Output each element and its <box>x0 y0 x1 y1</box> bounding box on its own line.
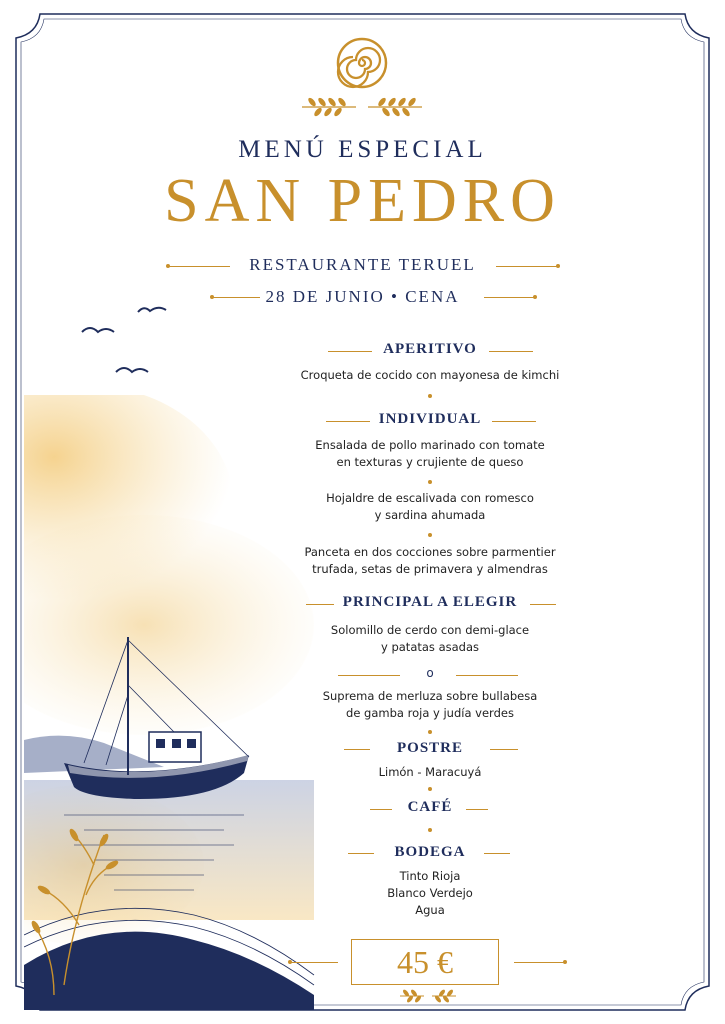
price-box: 45 € <box>351 939 499 985</box>
divider <box>514 962 564 963</box>
menu-item-line: Solomillo de cerdo con demi-glace <box>330 623 530 637</box>
divider-dot <box>288 960 292 964</box>
item-separator-dot <box>428 828 432 832</box>
menu-item <box>280 688 580 722</box>
section-aperitivo: APERITIVO <box>383 341 477 357</box>
menu-title: SAN PEDRO <box>164 167 561 235</box>
menu-item-line: de gamba roja y judía verdes <box>346 706 514 720</box>
menu-item: Croqueta de cocido con mayonesa de kimchi <box>300 368 560 382</box>
menu-item <box>280 437 580 471</box>
menu-item-line: Suprema de merluza sobre bullabesa <box>322 689 538 703</box>
menu-item <box>280 490 580 524</box>
item-separator-dot <box>428 480 432 484</box>
item-separator-dot <box>428 787 432 791</box>
menu-item-line: y sardina ahumada <box>374 508 486 522</box>
menu-item <box>280 868 580 919</box>
divider-dot <box>563 960 567 964</box>
menu-item-line: trufada, setas de primavera y almendras <box>312 562 548 576</box>
section-bodega: BODEGA <box>394 844 466 860</box>
menu-item <box>280 622 580 656</box>
or-separator: o <box>426 666 434 680</box>
menu-item-line: Blanco Verdejo <box>387 886 473 900</box>
laurel-icon <box>298 96 426 118</box>
section-postre: POSTRE <box>396 740 463 756</box>
item-separator-dot <box>428 533 432 537</box>
menu-item-line: Ensalada de pollo marinado con tomate <box>315 438 545 452</box>
divider <box>290 962 338 963</box>
menu-item-line: en texturas y crujiente de queso <box>336 455 524 469</box>
menu-item <box>280 544 580 578</box>
spiral-logo-icon <box>336 37 388 89</box>
seagull-icon <box>78 300 178 390</box>
menu-item-line: Tinto Rioja <box>399 869 461 883</box>
laurel-icon <box>398 988 458 1004</box>
event-date: 28 DE JUNIO • CENA <box>265 287 460 306</box>
menu-item-line: y patatas asadas <box>381 640 479 654</box>
item-separator-dot <box>428 394 432 398</box>
item-separator-dot <box>428 730 432 734</box>
menu-subtitle: MENÚ ESPECIAL <box>238 136 487 163</box>
restaurant-name: RESTAURANTE TERUEL <box>249 255 476 274</box>
menu-item-line: Panceta en dos cocciones sobre parmentier <box>304 545 556 559</box>
section-principal: PRINCIPAL A ELEGIR <box>342 594 518 610</box>
section-individual: INDIVIDUAL <box>378 411 482 427</box>
section-cafe: CAFÉ <box>407 799 453 815</box>
menu-item-line: Hojaldre de escalivada con romesco <box>326 491 534 505</box>
menu-item-line: Agua <box>415 903 445 917</box>
menu-item: Limón - Maracuyá <box>378 765 482 779</box>
